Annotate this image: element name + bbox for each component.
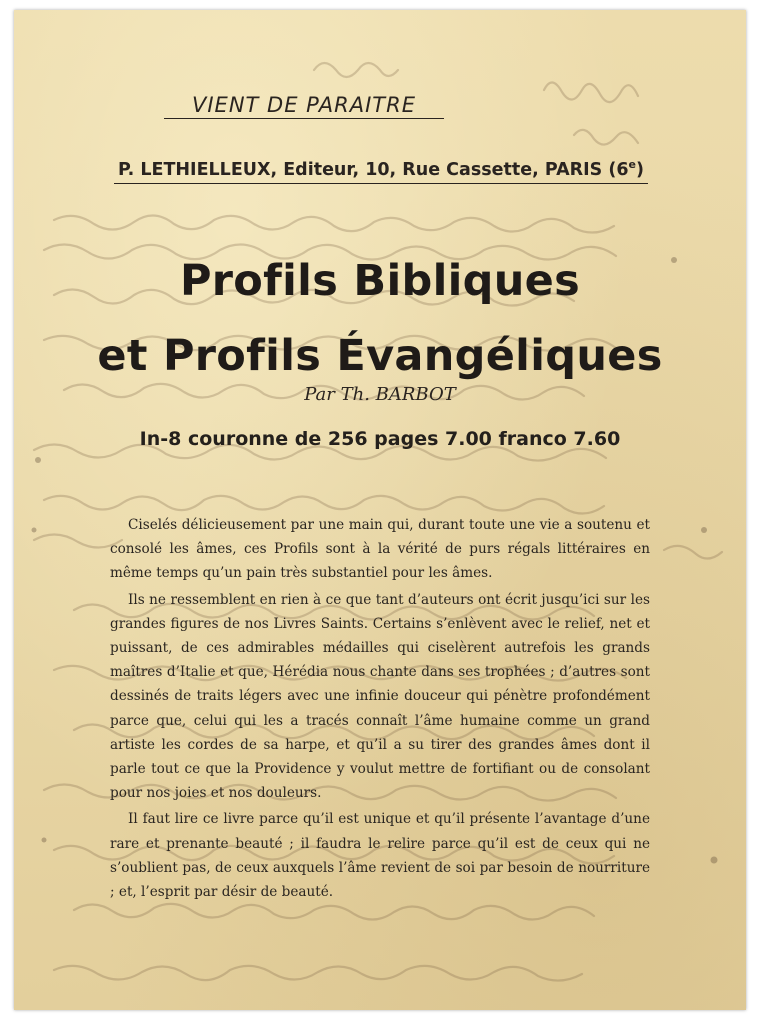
header-announcement: VIENT DE PARAITRE — [164, 93, 444, 119]
document-page — [14, 10, 746, 1010]
title-line-1: Profils Bibliques — [179, 256, 581, 306]
format-price-line: In-8 couronne de 256 pages 7.00 franco 7.60 — [139, 428, 621, 450]
publisher-text: P. LETHIELLEUX, Editeur, 10, Rue Cassette, PARIS (6 — [118, 159, 629, 180]
publisher-line — [114, 158, 648, 184]
publisher-superscript: e — [628, 158, 636, 171]
paragraph: Ciselés délicieusement par une main qui, durant toute une vie a soutenu et consolé les âmes, ces Profils sont à la vérité de purs régals littéraires en même temps qu’un pain très substantiel pour les âmes. — [110, 517, 650, 582]
paragraph: Ils ne ressemblent en rien à ce que tant d’auteurs ont écrit jusqu’ici sur les grandes figures de nos Livres Saints. Certains s’enlèvent avec le relief, net et puissant, de ces admirables médailles qui ciselèrent autrefois les grands maîtres d’Italie et que, Hérédia nous chante dans ses trophées ; d’autres sont dessinés de traits légers avec une infinie douceur qui pénètre profondément parce que, celui qui les a tracés connaît l’âme humaine comme un grand artiste les cordes de sa harpe, et qu’il a su tirer des grandes âmes dont il parle tout ce que la Providence y voulut mettre de fortifiant ou de consolant pour nos joies et nos douleurs. — [110, 591, 650, 802]
body-text — [110, 513, 650, 904]
paragraph: Il faut lire ce livre parce qu’il est unique et qu’il présente l’avantage d’une rare et prenante beauté ; il faudra le relire parce qu’il est de ceux qui ne s’oublient pas, de ceux auxquels l’âme revient de soi par besoin de nourriture ; et, l’esprit par désir de beauté. — [110, 811, 650, 901]
author-line: Par Th. BARBOT — [304, 384, 456, 405]
title-line-2: et Profils Évangéliques — [97, 331, 663, 381]
publisher-close: ) — [635, 159, 644, 180]
